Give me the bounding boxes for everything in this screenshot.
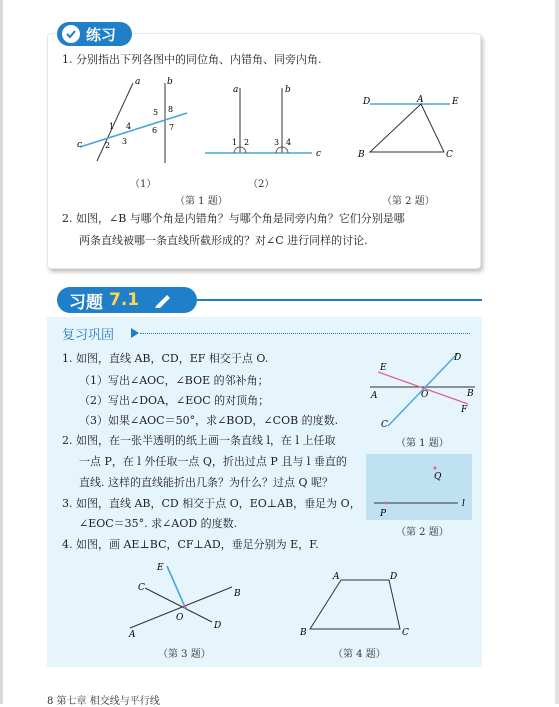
exercise-line-7: 直线. 这样的直线能折出几条？为什么？过点 Q 呢？ [79,476,334,489]
practice-q2-line1: 2. 如图，∠B 与哪个角是内错角？与哪个角是同旁内角？它们分别是哪 [62,212,405,225]
label-c: C [381,420,388,428]
practice-fig2-triangle [355,93,465,163]
review-divider [140,333,470,334]
label-e: E [380,363,387,373]
label-b: b [285,85,291,95]
angle-1: 1 [109,122,115,131]
label-e: E [157,563,164,573]
label-b: B [358,150,365,160]
label-o: O [421,390,429,400]
label-a: A [129,630,136,640]
triangle-abc [370,104,444,152]
exercise-line-6: 一点 P，在 l 外任取一点 Q，折出过点 P 且与 l 垂直的 [79,455,347,468]
exercise-line-10: 4. 如图，画 AE⊥BC，CF⊥AD，垂足分别为 E，F. [62,538,319,551]
exercise-line-2: （1）写出∠AOC，∠BOE 的邻补角； [79,374,269,387]
exercise-line-5: 2. 如图，在一张半透明的纸上画一条直线 l，在 l 上任取 [62,434,336,447]
angle-2: 2 [105,141,111,150]
angle-3: 3 [274,138,280,147]
exercise-fig2 [366,454,472,520]
label-a: A [333,572,340,582]
label-l: l [462,499,465,509]
label-b: b [167,77,173,87]
practice-badge-icon [62,25,80,43]
practice-cap1: （第 1 题） [175,196,228,207]
label-e: E [452,97,459,107]
angle-8: 8 [168,105,174,114]
exercise-line-9: ∠EOC＝35°. 求∠AOD 的度数. [79,517,238,530]
arrow-right-icon [131,328,139,338]
angle-2: 2 [244,138,250,147]
angle-6: 6 [152,126,158,135]
exercise-fig3 [120,560,250,640]
angle-3: 3 [122,137,128,146]
label-f: F [461,405,468,415]
practice-tag-label: 练习 [86,25,117,44]
label-a: a [233,85,239,95]
point-q [434,467,437,470]
practice-fig1-part2 [200,80,325,160]
exercise-tab-label: 习题 [69,292,103,313]
exercise-cap-fig3: （第 3 题） [158,649,211,660]
label-d: D [214,621,222,631]
practice-fig-sub1: （1） [130,179,157,190]
label-a: a [135,77,141,87]
point-o [183,605,186,608]
page-edge-right [555,0,559,704]
label-o: O [176,613,184,623]
label-d: D [390,572,398,582]
label-b: B [234,589,241,599]
review-heading: 复习巩固 [62,328,115,343]
exercise-line-8: 3. 如图，直线 AB，CD 相交于点 O，EO⊥AB，垂足为 O， [62,497,361,510]
label-c: c [77,140,83,150]
angle-1: 1 [232,138,238,147]
exercise-cap-fig2: （第 2 题） [396,527,449,538]
practice-tag [57,22,132,46]
exercise-cap-fig4: （第 4 题） [333,649,386,660]
exercise-fig1 [365,348,480,428]
exercise-banner-line [195,299,482,301]
angle-7: 7 [169,123,175,132]
label-d: D [454,353,462,363]
page-footer: 8 第七章 相交线与平行线 [47,696,160,707]
practice-cap2: （第 2 题） [382,196,435,207]
exercise-tab [57,287,197,313]
page-edge-left [0,0,3,704]
exercise-tab-number: 7.1 [109,290,140,310]
label-c: C [138,583,145,593]
practice-q1: 1. 分别指出下列各图中的同位角、内错角、同旁内角. [62,53,322,66]
pencil-icon [153,292,173,308]
quad-abcd [310,580,400,629]
exercise-line-1: 1. 如图，直线 AB，CD，EF 相交于点 O. [62,352,269,365]
practice-q2-line2: 两条直线被哪一条直线所截形成的？对∠C 进行同样的讨论. [79,234,368,247]
label-b: B [467,389,474,399]
exercise-line-4: （3）如果∠AOC＝50°，求∠BOD，∠COB 的度数. [79,414,339,427]
label-q: Q [434,472,442,482]
exercise-cap-fig1: （第 1 题） [396,438,449,449]
label-d: D [363,97,371,107]
point-p [385,502,388,505]
angle-5: 5 [153,108,159,117]
practice-fig-sub2: （2） [248,179,275,190]
angle-4: 4 [286,138,292,147]
exercise-fig4 [290,565,420,645]
angle-4: 4 [126,122,132,131]
label-p: P [380,509,387,519]
label-a: A [417,95,424,105]
exercise-line-3: （2）写出∠DOA，∠EOC 的对顶角； [79,394,270,407]
label-c: C [402,628,409,638]
practice-fig1-part1 [75,75,195,165]
label-c: C [446,150,453,160]
label-b: B [300,628,307,638]
label-c: c [316,149,322,159]
label-a: A [371,391,378,401]
